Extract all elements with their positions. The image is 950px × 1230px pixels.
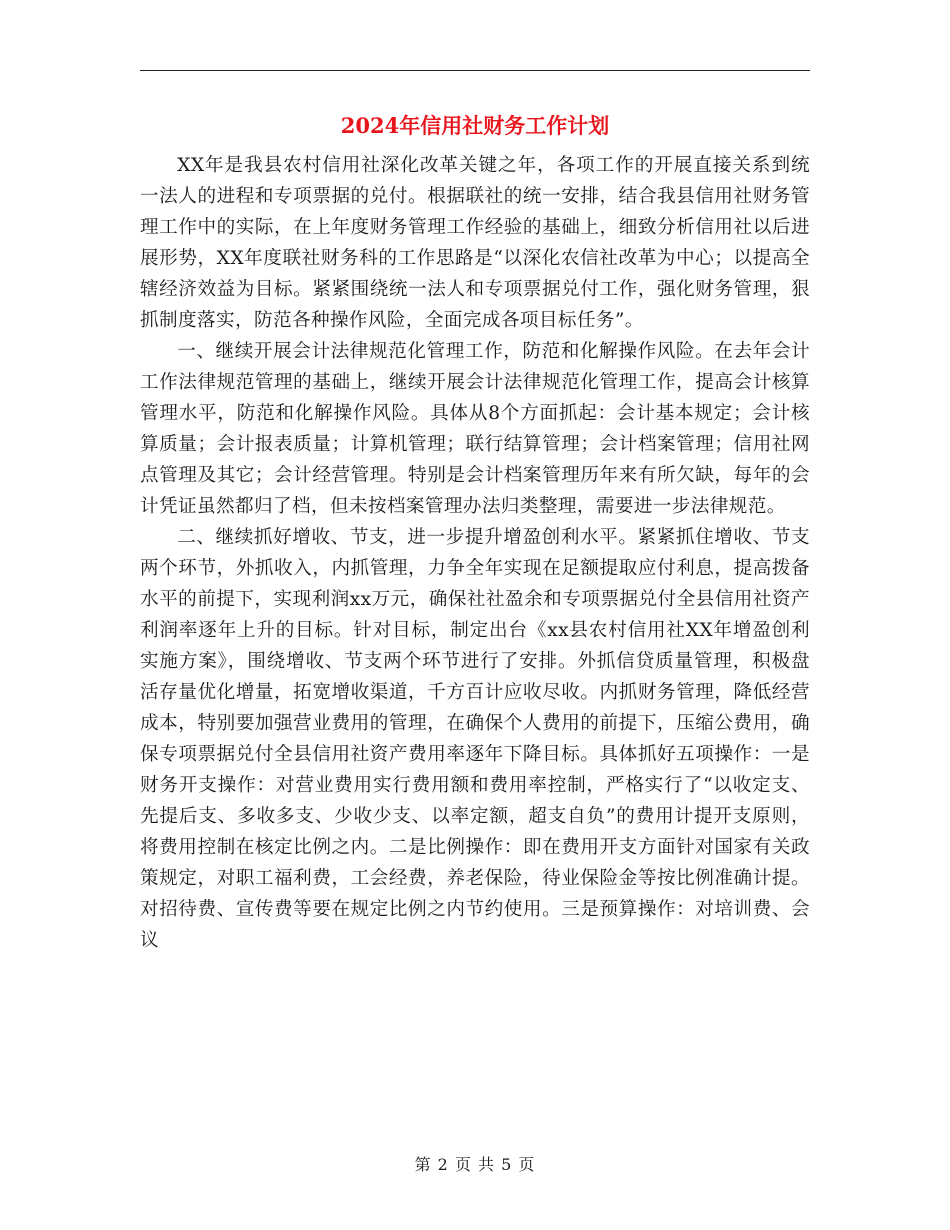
header-rule [140,70,810,71]
paragraph-section-2: 二、继续抓好增收、节支，进一步提升增盈创利水平。紧紧抓住增收、节支两个环节，外抓收入，内抓管理，力争全年实现在足额提取应付利息，提高拨备水平的前提下，实现利润xx万元，确保社社盈余和专项票据兑付全县信用社资产利润率逐年上升的目标。针对目标，制定出台《xx县农村信用社XX年增盈创利实施方案》，围绕增收、节支两个环节进行了安排。外抓信贷质量管理，积极盘活存量优化增量，拓宽增收渠道，千方百计应收尽收。内抓财务管理，降低经营成本，特别要加强营业费用的管理，在确保个人费用的前提下，压缩公费用，确保专项票据兑付全县信用社资产费用率逐年下降目标。具体抓好五项操作：一是财务开支操作：对营业费用实行费用额和费用率控制，严格实行了“以收定支、先提后支、多收多支、少收少支、以率定额，超支自负”的费用计提开支原则，将费用控制在核定比例之内。二是比例操作：即在费用开支方面针对国家有关政策规定，对职工福利费，工会经费，养老保险，待业保险金等按比例准确计提。对招待费、宣传费等要在规定比例之内节约使用。三是预算操作：对培训费、会议 [140,527,810,951]
document-title: 2024年信用社财务工作计划 [340,113,610,138]
document-body [140,150,810,956]
page-number: 第 2 页 共 5 页 [414,1155,536,1174]
paragraph-section-1: 一、继续开展会计法律规范化管理工作，防范和化解操作风险。在去年会计工作法律规范管理的基础上，继续开展会计法律规范化管理工作，提高会计核算管理水平，防范和化解操作风险。具体从8个方面抓起：会计基本规定；会计核算质量；会计报表质量；计算机管理；联行结算管理；会计档案管理；信用社网点管理及其它；会计经营管理。特别是会计档案管理历年来有所欠缺，每年的会计凭证虽然都归了档，但未按档案管理办法归类整理，需要进一步法律规范。 [140,341,810,517]
paragraph-intro: XX年是我县农村信用社深化改革关键之年，各项工作的开展直接关系到统一法人的进程和专项票据的兑付。根据联社的统一安排，结合我县信用社财务管理工作中的实际，在上年度财务管理工作经验的基础上，细致分析信用社以后进展形势，XX年度联社财务科的工作思路是“以深化农信社改革为中心；以提高全辖经济效益为目标。紧紧围绕统一法人和专项票据兑付工作，强化财务管理，狠抓制度落实，防范各种操作风险，全面完成各项目标任务”。 [140,155,810,331]
